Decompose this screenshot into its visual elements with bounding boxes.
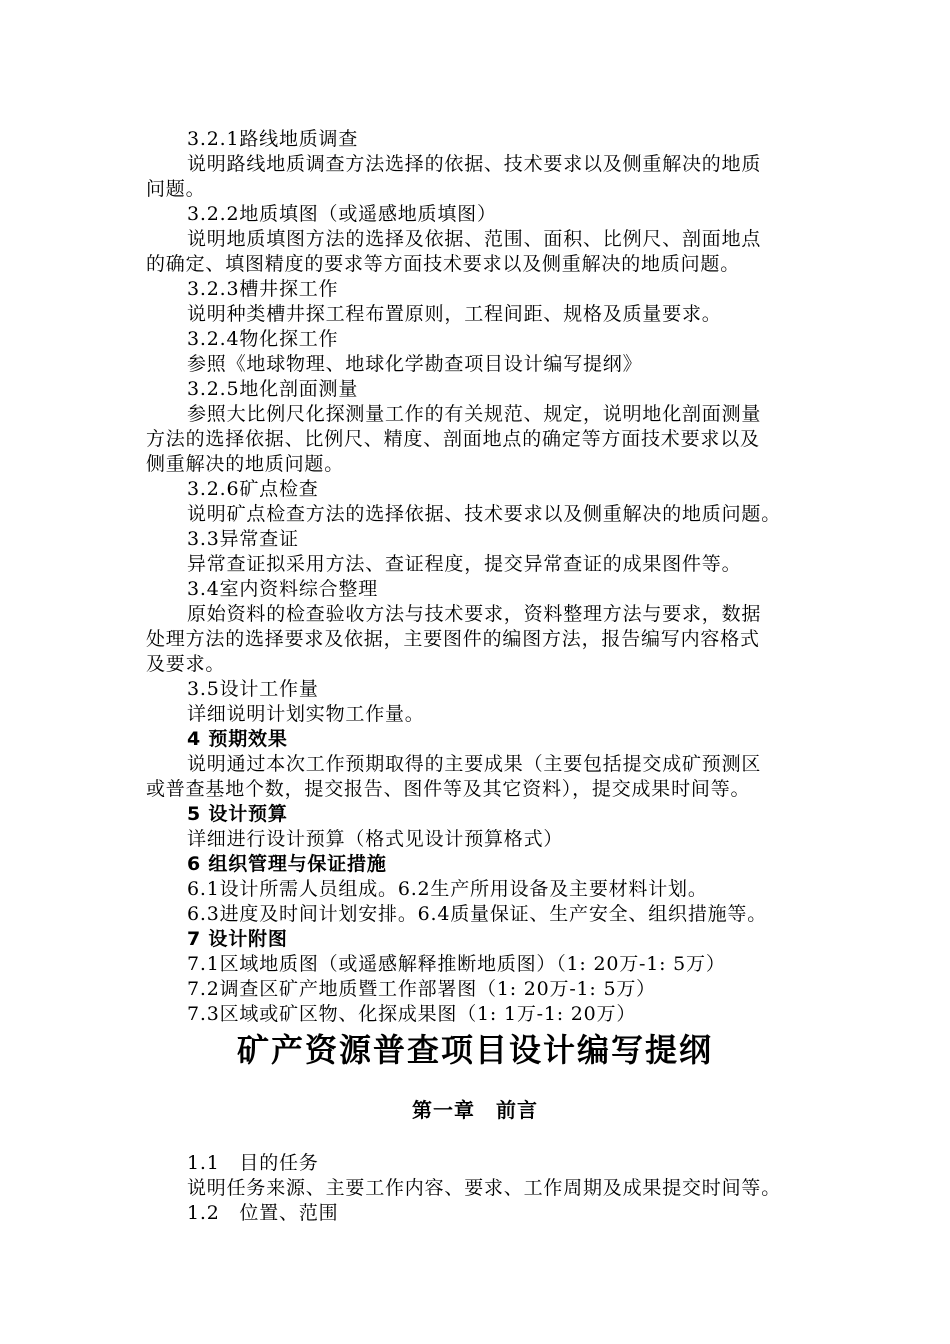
paragraph-line: 原始资料的检查验收方法与技术要求，资料整理方法与要求，数据 (187, 603, 762, 625)
heading-3-2-3: 3.2.3槽井探工作 (187, 278, 339, 300)
paragraph-line: 的确定、填图精度的要求等方面技术要求以及侧重解决的地质问题。 (146, 253, 741, 275)
chapter-title: 第一章 前言 (412, 1098, 538, 1122)
heading-5: 5 设计预算 (187, 803, 288, 825)
paragraph-line: 说明路线地质调查方法选择的依据、技术要求以及侧重解决的地质 (187, 153, 762, 175)
heading-3-2-5: 3.2.5地化剖面测量 (187, 378, 359, 400)
paragraph-line: 详细说明计划实物工作量。 (187, 703, 425, 725)
heading-1-1: 1.1 目的任务 (187, 1152, 319, 1174)
heading-4: 4 预期效果 (187, 728, 288, 750)
heading-3-5: 3.5设计工作量 (187, 678, 319, 700)
paragraph-line: 6.1设计所需人员组成。6.2生产所用设备及主要材料计划。 (187, 878, 708, 900)
heading-3-2-2: 3.2.2地质填图（或遥感地质填图） (187, 203, 497, 225)
heading-3-2-6: 3.2.6矿点检查 (187, 478, 319, 500)
paragraph-line: 方法的选择依据、比例尺、精度、剖面地点的确定等方面技术要求以及 (146, 428, 760, 450)
heading-3-2-4: 3.2.4物化探工作 (187, 328, 339, 350)
paragraph-line: 或普查基地个数，提交报告、图件等及其它资料），提交成果时间等。 (146, 778, 751, 800)
heading-7: 7 设计附图 (187, 928, 288, 950)
paragraph-line: 说明种类槽井探工程布置原则，工程间距、规格及质量要求。 (187, 303, 722, 325)
paragraph-line: 说明地质填图方法的选择及依据、范围、面积、比例尺、剖面地点 (187, 228, 762, 250)
paragraph-line: 问题。 (146, 178, 206, 200)
paragraph-line: 侧重解决的地质问题。 (146, 453, 345, 475)
paragraph-line: 及要求。 (146, 653, 226, 675)
paragraph-line: 7.3区域或矿区物、化探成果图（1: 1万-1: 20万） (187, 1003, 637, 1025)
paragraph-line: 异常查证拟采用方法、查证程度，提交异常查证的成果图件等。 (187, 553, 742, 575)
heading-1-2: 1.2 位置、范围 (187, 1202, 339, 1224)
heading-6: 6 组织管理与保证措施 (187, 853, 387, 875)
paragraph-line: 说明矿点检查方法的选择依据、技术要求以及侧重解决的地质问题。 (187, 503, 782, 525)
paragraph-line: 7.1区域地质图（或遥感解释推断地质图）（1: 20万-1: 5万） (187, 953, 726, 975)
paragraph-line: 7.2调查区矿产地质暨工作部署图（1: 20万-1: 5万） (187, 978, 656, 1000)
paragraph-line: 6.3进度及时间计划安排。6.4质量保证、生产安全、组织措施等。 (187, 903, 768, 925)
heading-3-4: 3.4室内资料综合整理 (187, 578, 379, 600)
paragraph-line: 说明通过本次工作预期取得的主要成果（主要包括提交成矿预测区 (187, 753, 762, 775)
heading-3-2-1: 3.2.1路线地质调查 (187, 128, 359, 150)
paragraph-line: 说明任务来源、主要工作内容、要求、工作周期及成果提交时间等。 (187, 1177, 782, 1199)
paragraph-line: 参照《地球物理、地球化学勘查项目设计编写提纲》 (187, 353, 643, 375)
paragraph-line: 处理方法的选择要求及依据，主要图件的编图方法，报告编写内容格式 (146, 628, 760, 650)
document-title: 矿产资源普查项目设计编写提纲 (236, 1031, 713, 1069)
heading-3-3: 3.3异常查证 (187, 528, 299, 550)
paragraph-line: 详细进行设计预算（格式见设计预算格式） (187, 828, 564, 850)
paragraph-line: 参照大比例尺化探测量工作的有关规范、规定，说明地化剖面测量 (187, 403, 762, 425)
